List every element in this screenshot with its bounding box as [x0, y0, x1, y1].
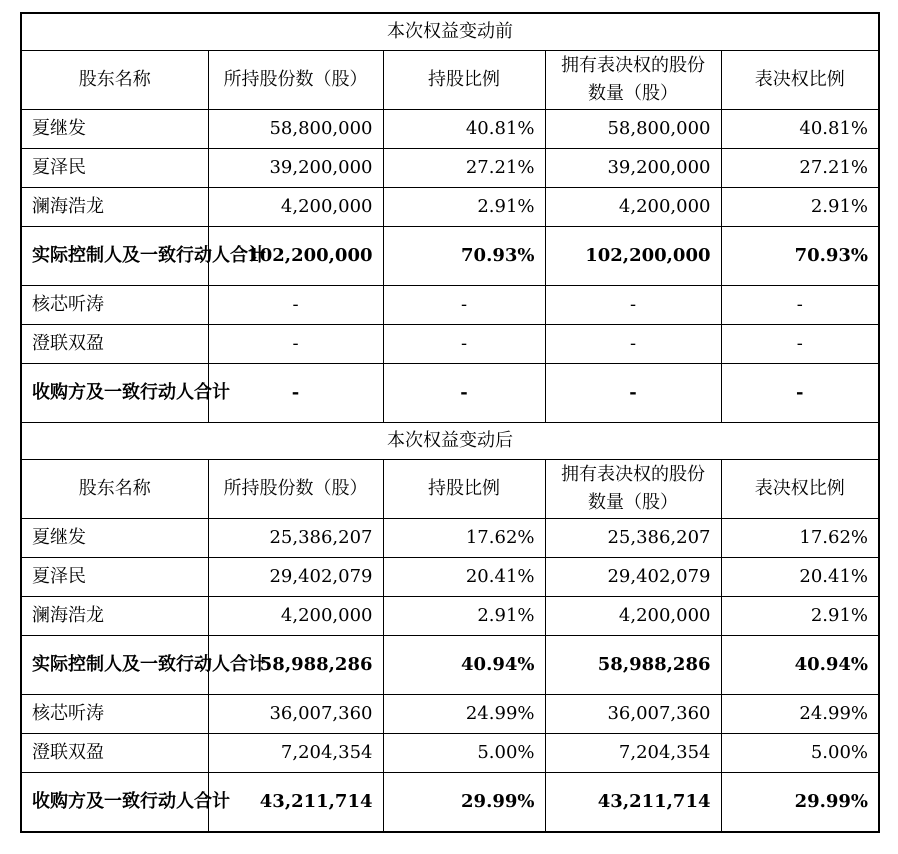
shares-cell: 58,988,286: [208, 636, 383, 695]
table-row: [21, 695, 879, 734]
subtotal-row: [21, 773, 879, 833]
col-header-ratio: 持股比例: [383, 51, 545, 110]
ratio-cell: 5.00%: [383, 734, 545, 773]
shares-cell: 7,204,354: [208, 734, 383, 773]
vote-shares-cell: 4,200,000: [545, 188, 721, 227]
col-header-shares: 所持股份数（股）: [208, 460, 383, 519]
subtotal-row: [21, 636, 879, 695]
section-title-row-before: [21, 13, 879, 51]
ratio-cell: 2.91%: [383, 597, 545, 636]
vote-ratio-cell: 40.81%: [721, 110, 879, 149]
shares-cell: 39,200,000: [208, 149, 383, 188]
column-header-row-before: [21, 51, 879, 110]
col-header-name: 股东名称: [21, 460, 208, 519]
shareholder-name: 核芯听涛: [21, 286, 208, 325]
vote-ratio-cell: -: [721, 286, 879, 325]
col-header-shares: 所持股份数（股）: [208, 51, 383, 110]
ratio-cell: -: [383, 364, 545, 423]
shareholder-name: 实际控制人及一致行动人合计: [21, 636, 208, 695]
shareholder-name: 夏泽民: [21, 558, 208, 597]
shares-cell: 25,386,207: [208, 519, 383, 558]
ratio-cell: 17.62%: [383, 519, 545, 558]
equity-change-table: [20, 12, 880, 833]
shareholder-name: 收购方及一致行动人合计: [21, 364, 208, 423]
vote-shares-cell: 102,200,000: [545, 227, 721, 286]
table-row: [21, 188, 879, 227]
table-row: [21, 734, 879, 773]
vote-ratio-cell: 20.41%: [721, 558, 879, 597]
subtotal-row: [21, 227, 879, 286]
vote-ratio-cell: 70.93%: [721, 227, 879, 286]
shares-cell: 36,007,360: [208, 695, 383, 734]
vote-ratio-cell: 2.91%: [721, 597, 879, 636]
ratio-cell: 70.93%: [383, 227, 545, 286]
shareholder-name: 实际控制人及一致行动人合计: [21, 227, 208, 286]
section-title-before: 本次权益变动前: [21, 13, 879, 51]
shareholder-name: 夏继发: [21, 519, 208, 558]
shareholder-name: 夏泽民: [21, 149, 208, 188]
ratio-cell: 40.94%: [383, 636, 545, 695]
shares-cell: -: [208, 286, 383, 325]
shareholder-name: 核芯听涛: [21, 695, 208, 734]
vote-shares-cell: 58,800,000: [545, 110, 721, 149]
col-header-ratio: 持股比例: [383, 460, 545, 519]
shareholder-name: 澜海浩龙: [21, 188, 208, 227]
shares-cell: 4,200,000: [208, 188, 383, 227]
col-header-vote-ratio: 表决权比例: [721, 51, 879, 110]
section-title-row-after: [21, 423, 879, 460]
vote-shares-cell: 36,007,360: [545, 695, 721, 734]
vote-shares-cell: 39,200,000: [545, 149, 721, 188]
ratio-cell: 2.91%: [383, 188, 545, 227]
shareholder-name: 澄联双盈: [21, 325, 208, 364]
table-row: [21, 597, 879, 636]
vote-shares-cell: -: [545, 286, 721, 325]
vote-ratio-cell: 17.62%: [721, 519, 879, 558]
shares-cell: -: [208, 325, 383, 364]
shares-cell: 29,402,079: [208, 558, 383, 597]
shares-cell: 102,200,000: [208, 227, 383, 286]
vote-shares-cell: -: [545, 364, 721, 423]
col-header-vote-ratio: 表决权比例: [721, 460, 879, 519]
ratio-cell: 27.21%: [383, 149, 545, 188]
col-header-vote-shares: 拥有表决权的股份数量（股）: [545, 51, 721, 110]
ratio-cell: -: [383, 325, 545, 364]
table-row: [21, 286, 879, 325]
vote-ratio-cell: 2.91%: [721, 188, 879, 227]
shares-cell: 58,800,000: [208, 110, 383, 149]
vote-shares-cell: 25,386,207: [545, 519, 721, 558]
shareholder-name: 澄联双盈: [21, 734, 208, 773]
ratio-cell: -: [383, 286, 545, 325]
ratio-cell: 40.81%: [383, 110, 545, 149]
vote-shares-cell: 4,200,000: [545, 597, 721, 636]
shareholder-name: 夏继发: [21, 110, 208, 149]
shares-cell: -: [208, 364, 383, 423]
vote-shares-cell: 58,988,286: [545, 636, 721, 695]
shareholder-name: 澜海浩龙: [21, 597, 208, 636]
table-row: [21, 558, 879, 597]
ratio-cell: 20.41%: [383, 558, 545, 597]
ratio-cell: 29.99%: [383, 773, 545, 833]
vote-ratio-cell: 24.99%: [721, 695, 879, 734]
vote-ratio-cell: 27.21%: [721, 149, 879, 188]
shares-cell: 43,211,714: [208, 773, 383, 833]
shares-cell: 4,200,000: [208, 597, 383, 636]
section-title-after: 本次权益变动后: [21, 423, 879, 460]
vote-shares-cell: 29,402,079: [545, 558, 721, 597]
table-row: [21, 149, 879, 188]
table-row: [21, 325, 879, 364]
vote-ratio-cell: -: [721, 364, 879, 423]
vote-ratio-cell: 29.99%: [721, 773, 879, 833]
vote-shares-cell: 43,211,714: [545, 773, 721, 833]
ratio-cell: 24.99%: [383, 695, 545, 734]
subtotal-row: [21, 364, 879, 423]
vote-shares-cell: -: [545, 325, 721, 364]
table-row: [21, 110, 879, 149]
vote-ratio-cell: 5.00%: [721, 734, 879, 773]
vote-ratio-cell: 40.94%: [721, 636, 879, 695]
table-row: [21, 519, 879, 558]
column-header-row-after: [21, 460, 879, 519]
col-header-name: 股东名称: [21, 51, 208, 110]
col-header-vote-shares: 拥有表决权的股份数量（股）: [545, 460, 721, 519]
shareholder-name: 收购方及一致行动人合计: [21, 773, 208, 833]
vote-ratio-cell: -: [721, 325, 879, 364]
vote-shares-cell: 7,204,354: [545, 734, 721, 773]
